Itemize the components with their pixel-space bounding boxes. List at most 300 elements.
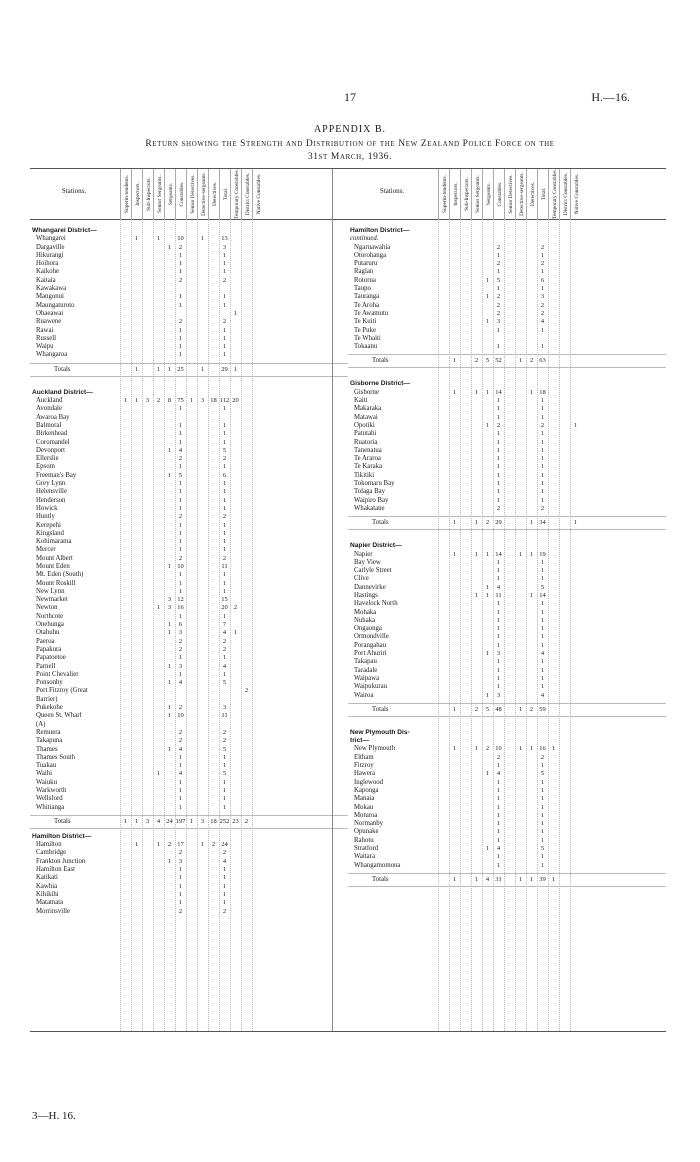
station-row <box>30 260 348 268</box>
value-cell: 2 <box>167 841 172 849</box>
value-cell: 1 <box>540 828 545 836</box>
value-cell: 1 <box>222 529 227 537</box>
station-row <box>30 588 348 596</box>
station-name: Whangaroa <box>36 351 68 359</box>
value-cell: 1 <box>167 243 172 251</box>
value-cell: 1 <box>178 301 183 309</box>
station-name: Papakura <box>36 645 62 653</box>
value-cell: 1 <box>485 691 490 699</box>
station-name: Paeroa <box>36 637 55 645</box>
value-cell: 1 <box>123 397 128 405</box>
value-cell: 2 <box>540 753 545 761</box>
value-cell: 13 <box>221 235 228 243</box>
station-name: Fitzroy <box>354 762 374 770</box>
station-row <box>30 439 348 447</box>
value-cell: 1 <box>540 558 545 566</box>
value-cell: 4 <box>485 875 490 883</box>
value-cell: 1 <box>178 488 183 496</box>
station-name: Mohaka <box>354 608 377 616</box>
value-cell: 1 <box>540 397 545 405</box>
station-row <box>348 285 666 293</box>
table-title <box>40 138 660 164</box>
station-row <box>348 745 666 753</box>
station-name: Waitara <box>354 853 375 861</box>
station-name: Barrier) <box>36 695 58 703</box>
value-cell: 1 <box>529 550 534 558</box>
value-cell: 2 <box>485 519 490 527</box>
value-cell: 1 <box>167 621 172 629</box>
station-name: Point Chevalier <box>36 670 79 678</box>
station-name: Te Puke <box>354 326 376 334</box>
station-name: Napier District— <box>350 542 402 550</box>
station-name: Hoihora <box>36 260 59 268</box>
column-header-label: Sergeants. <box>167 182 174 206</box>
value-cell: 4 <box>178 770 183 778</box>
column-header-label: Detectives. <box>529 181 536 207</box>
value-cell: 1 <box>474 875 479 883</box>
value-cell: 1 <box>222 351 227 359</box>
station-row <box>348 447 666 455</box>
station-name: Remuera <box>36 728 61 736</box>
station-row <box>30 302 348 310</box>
station-row <box>348 430 666 438</box>
station-row <box>30 754 348 762</box>
value-cell: 1 <box>178 496 183 504</box>
value-cell: 1 <box>540 405 545 413</box>
value-cell: 1 <box>222 293 227 301</box>
value-cell: 1 <box>167 712 172 720</box>
table-right-half <box>348 169 666 1031</box>
station-name: Havelock North <box>354 600 398 608</box>
column-header-label: Constables. <box>496 181 503 207</box>
station-row <box>348 642 666 650</box>
station-name: Tanenatua <box>354 446 382 454</box>
station-row <box>348 252 666 260</box>
value-cell: 1 <box>496 397 501 405</box>
value-cell: 18 <box>210 817 217 825</box>
value-cell: 31 <box>495 875 502 883</box>
value-cell: 1 <box>540 666 545 674</box>
value-cell: 1 <box>496 405 501 413</box>
station-row <box>30 712 348 720</box>
value-cell: 2 <box>485 745 490 753</box>
station-row <box>348 293 666 301</box>
station-name: Mangonui <box>36 293 64 301</box>
value-cell: 4 <box>178 446 183 454</box>
station-name: Eltham <box>354 753 374 761</box>
column-header-label: Temporary Constables. <box>551 169 558 219</box>
value-cell: 7 <box>222 621 227 629</box>
value-cell: 1 <box>496 762 501 770</box>
station-name: Nuhaka <box>354 616 376 624</box>
value-cell: 1 <box>540 471 545 479</box>
value-cell: 1 <box>178 260 183 268</box>
station-row <box>30 891 348 899</box>
value-cell: 24 <box>166 817 173 825</box>
station-name: Napier <box>354 550 373 558</box>
station-row <box>30 596 348 604</box>
station-row <box>30 293 348 301</box>
station-name: Birkenhead <box>36 430 68 438</box>
value-cell: 1 <box>178 866 183 874</box>
station-row <box>30 858 348 866</box>
value-cell: 1 <box>222 251 227 259</box>
station-row <box>348 244 666 252</box>
column-header-label: Superin-tendents. <box>123 175 130 213</box>
station-row <box>348 754 666 762</box>
appendix-heading: APPENDIX B. <box>313 124 387 135</box>
value-cell: 34 <box>539 519 546 527</box>
station-name: Otahuhu <box>36 629 60 637</box>
station-name: Carlyle Street <box>354 567 392 575</box>
station-row <box>30 343 348 351</box>
value-cell: 1 <box>496 778 501 786</box>
station-row <box>348 343 666 351</box>
value-cell: 2 <box>496 753 501 761</box>
table-title-line-2: 31st March, 1936. <box>307 152 393 162</box>
value-cell: 1 <box>178 343 183 351</box>
value-cell: 1 <box>540 438 545 446</box>
value-cell: 1 <box>167 679 172 687</box>
value-cell: 1 <box>178 890 183 898</box>
police-strength-table <box>30 168 666 1032</box>
value-cell: 19 <box>539 550 546 558</box>
station-name: Port Ahuriri <box>354 650 387 658</box>
station-name: Waipiro Bay <box>354 496 389 504</box>
station-row <box>348 658 666 666</box>
station-name: Normanby <box>354 820 384 828</box>
station-name: Frankton Junction <box>36 857 86 865</box>
station-row <box>348 455 666 463</box>
value-cell: 1 <box>222 488 227 496</box>
value-cell: 1 <box>134 841 139 849</box>
station-name: Totals <box>54 365 71 373</box>
district-heading <box>30 389 348 397</box>
value-cell: 5 <box>222 446 227 454</box>
column-header-label: Inspectors. <box>134 182 141 206</box>
value-cell: 1 <box>496 251 501 259</box>
column-header-label: Inspectors. <box>452 182 459 206</box>
value-cell: 3 <box>540 293 545 301</box>
station-name: Auckland District— <box>32 388 93 396</box>
station-name: Whitianga <box>36 803 65 811</box>
value-cell: 3 <box>496 318 501 326</box>
station-name: Rawai <box>36 326 54 334</box>
station-name: Ormondville <box>354 633 389 641</box>
totals-row <box>348 873 666 887</box>
value-cell: 2 <box>178 243 183 251</box>
value-cell: 1 <box>496 430 501 438</box>
value-cell: 2 <box>222 455 227 463</box>
value-cell: 1 <box>178 334 183 342</box>
value-cell: 14 <box>495 388 502 396</box>
station-row <box>30 721 348 729</box>
value-cell: 1 <box>200 235 205 243</box>
value-cell: 1 <box>222 421 227 429</box>
station-name: Kaponga <box>354 786 379 794</box>
value-cell: 1 <box>452 705 457 713</box>
value-cell: 20 <box>221 604 228 612</box>
value-cell: 1 <box>222 301 227 309</box>
station-row <box>30 804 348 812</box>
value-cell: 1 <box>496 803 501 811</box>
station-row <box>348 600 666 608</box>
value-cell: 1 <box>156 770 161 778</box>
value-cell: 2 <box>474 705 479 713</box>
station-row <box>348 779 666 787</box>
value-cell: 1 <box>540 853 545 861</box>
value-cell: 1 <box>178 430 183 438</box>
value-cell: 1 <box>496 641 501 649</box>
value-cell: 75 <box>177 397 184 405</box>
value-cell: 14 <box>539 591 546 599</box>
value-cell: 1 <box>178 504 183 512</box>
value-cell: 14 <box>495 550 502 558</box>
value-cell: 1 <box>178 293 183 301</box>
footer-reference: 3—H. 16. <box>32 1110 76 1122</box>
value-cell: 1 <box>551 875 556 883</box>
value-cell: 1 <box>452 550 457 558</box>
value-cell: 2 <box>222 318 227 326</box>
value-cell: 1 <box>178 670 183 678</box>
value-cell: 1 <box>178 538 183 546</box>
station-row <box>30 397 348 405</box>
station-name: Tolaga Bay <box>354 488 386 496</box>
value-cell: 1 <box>167 629 172 637</box>
value-cell: 1 <box>540 251 545 259</box>
station-name: Mount Roskill <box>36 579 76 587</box>
value-cell: 1 <box>518 745 523 753</box>
value-cell: 2 <box>222 737 227 745</box>
station-name: Newmarket <box>36 596 68 604</box>
value-cell: 1 <box>233 309 238 317</box>
value-cell: 252 <box>219 817 230 825</box>
station-name: Devonport <box>36 446 66 454</box>
station-name: Tauranga <box>354 293 380 301</box>
value-cell: 11 <box>495 591 502 599</box>
station-name: continued. <box>350 235 379 243</box>
value-cell: 1 <box>222 480 227 488</box>
value-cell: 2 <box>178 637 183 645</box>
value-cell: 18 <box>539 388 546 396</box>
value-cell: 1 <box>167 446 172 454</box>
district-heading <box>348 729 666 737</box>
value-cell: 5 <box>222 770 227 778</box>
column-header-label: Total. <box>222 187 229 201</box>
value-cell: 11 <box>221 712 228 720</box>
table-body <box>348 227 666 891</box>
station-row <box>30 488 348 496</box>
value-cell: 1 <box>167 857 172 865</box>
column-header-label: Senior Sergeants. <box>474 175 481 213</box>
station-name: Ellerslie <box>36 455 59 463</box>
value-cell: 1 <box>485 583 490 591</box>
value-cell: 2 <box>496 293 501 301</box>
value-cell: 2 <box>244 817 249 825</box>
value-cell: 1 <box>529 519 534 527</box>
station-row <box>348 260 666 268</box>
value-cell: 1 <box>474 591 479 599</box>
value-cell: 1 <box>496 608 501 616</box>
station-row <box>348 592 666 600</box>
value-cell: 1 <box>222 778 227 786</box>
station-row <box>30 335 348 343</box>
district-heading <box>348 380 666 388</box>
station-name: Gisborne <box>354 388 379 396</box>
value-cell: 1 <box>496 575 501 583</box>
value-cell: 2 <box>178 704 183 712</box>
column-header-label: Detectives. <box>211 181 218 207</box>
column-header-label: District Constables. <box>562 172 569 216</box>
value-cell: 1 <box>485 591 490 599</box>
station-row <box>30 327 348 335</box>
station-name: Matamata <box>36 899 64 907</box>
station-row <box>30 277 348 285</box>
station-name: Waihi <box>36 770 53 778</box>
station-name: Ruatoria <box>354 438 378 446</box>
station-row <box>30 687 348 695</box>
value-cell: 1 <box>485 276 490 284</box>
value-cell: 1 <box>485 650 490 658</box>
value-cell: 1 <box>178 521 183 529</box>
station-row <box>30 874 348 882</box>
value-cell: 6 <box>178 621 183 629</box>
station-row <box>348 463 666 471</box>
value-cell: 1 <box>134 365 139 373</box>
station-name: Whangarei <box>36 235 66 243</box>
station-name: Hamilton District— <box>350 227 410 234</box>
station-row <box>348 268 666 276</box>
value-cell: 1 <box>496 488 501 496</box>
station-name: Te Karaka <box>354 463 383 471</box>
station-name: Coromandel <box>36 438 70 446</box>
value-cell: 1 <box>529 388 534 396</box>
station-name: Kaitaia <box>36 276 56 284</box>
value-cell: 1 <box>496 326 501 334</box>
value-cell: 1 <box>540 836 545 844</box>
value-cell: 4 <box>222 629 227 637</box>
value-cell: 1 <box>222 762 227 770</box>
table-header <box>348 169 666 220</box>
station-row <box>30 638 348 646</box>
value-cell: 1 <box>529 591 534 599</box>
value-cell: 1 <box>551 745 556 753</box>
station-row <box>30 571 348 579</box>
value-cell: 16 <box>177 604 184 612</box>
station-row <box>30 729 348 737</box>
value-cell: 3 <box>145 817 150 825</box>
value-cell: 3 <box>167 604 172 612</box>
value-cell: 1 <box>189 397 194 405</box>
station-name: Onehunga <box>36 621 64 629</box>
value-cell: 2 <box>178 513 183 521</box>
station-row <box>30 235 348 243</box>
value-cell: 1 <box>573 519 578 527</box>
station-name: Inglewood <box>354 778 384 786</box>
station-row <box>30 480 348 488</box>
value-cell: 23 <box>232 817 239 825</box>
value-cell: 1 <box>518 705 523 713</box>
value-cell: 2 <box>222 728 227 736</box>
value-cell: 1 <box>496 463 501 471</box>
value-cell: 10 <box>495 745 502 753</box>
value-cell: 1 <box>178 899 183 907</box>
station-row <box>30 841 348 849</box>
station-row <box>30 580 348 588</box>
value-cell: 2 <box>178 728 183 736</box>
value-cell: 2 <box>222 849 227 857</box>
value-cell: 5 <box>496 276 501 284</box>
station-row <box>30 671 348 679</box>
station-name: Opotiki <box>354 421 375 429</box>
value-cell: 2 <box>529 357 534 365</box>
value-cell: 4 <box>178 679 183 687</box>
station-row <box>348 505 666 513</box>
totals-row <box>30 363 348 377</box>
page-number: 17 <box>344 90 356 104</box>
value-cell: 1 <box>178 421 183 429</box>
station-name: Waipu <box>36 343 54 351</box>
station-name: Matawai <box>354 413 378 421</box>
station-name: Thames <box>36 745 58 753</box>
value-cell: 1 <box>540 575 545 583</box>
value-cell: 4 <box>496 770 501 778</box>
value-cell: 1 <box>222 430 227 438</box>
station-row <box>348 609 666 617</box>
station-row <box>348 310 666 318</box>
column-header-label: Senior Detectives. <box>189 174 196 214</box>
value-cell: 1 <box>485 293 490 301</box>
station-name: Cambridge <box>36 849 67 857</box>
column-header <box>570 169 582 219</box>
value-cell: 4 <box>178 745 183 753</box>
value-cell: 1 <box>178 762 183 770</box>
station-name: New Lynn <box>36 587 65 595</box>
station-name: Takapau <box>354 658 377 666</box>
station-row <box>30 497 348 505</box>
value-cell: 5 <box>222 745 227 753</box>
value-cell: 1 <box>496 496 501 504</box>
station-row <box>30 351 348 359</box>
station-name: New Plymouth Dis- <box>350 728 410 736</box>
stations-column-header: Stations. <box>61 187 87 195</box>
station-row <box>348 667 666 675</box>
station-row <box>30 621 348 629</box>
station-row <box>30 908 348 916</box>
value-cell: 1 <box>496 828 501 836</box>
station-name: Dannevirke <box>354 583 386 591</box>
value-cell: 112 <box>219 397 230 405</box>
value-cell: 1 <box>496 446 501 454</box>
value-cell: 1 <box>222 343 227 351</box>
value-cell: 1 <box>233 629 238 637</box>
station-row <box>348 497 666 505</box>
value-cell: 5 <box>540 770 545 778</box>
station-name: Hastings <box>354 591 378 599</box>
station-name: Hawera <box>354 770 376 778</box>
table-left-half <box>30 169 348 1031</box>
value-cell: 5 <box>540 583 545 591</box>
value-cell: 1 <box>167 662 172 670</box>
value-cell: 1 <box>134 235 139 243</box>
district-heading <box>348 737 666 745</box>
value-cell: 1 <box>540 820 545 828</box>
station-name: Kohimarama <box>36 538 72 546</box>
value-cell: 1 <box>178 795 183 803</box>
station-name: Stratford <box>354 845 379 852</box>
value-cell: 1 <box>496 567 501 575</box>
station-name: Awaroa Bay <box>36 413 70 421</box>
